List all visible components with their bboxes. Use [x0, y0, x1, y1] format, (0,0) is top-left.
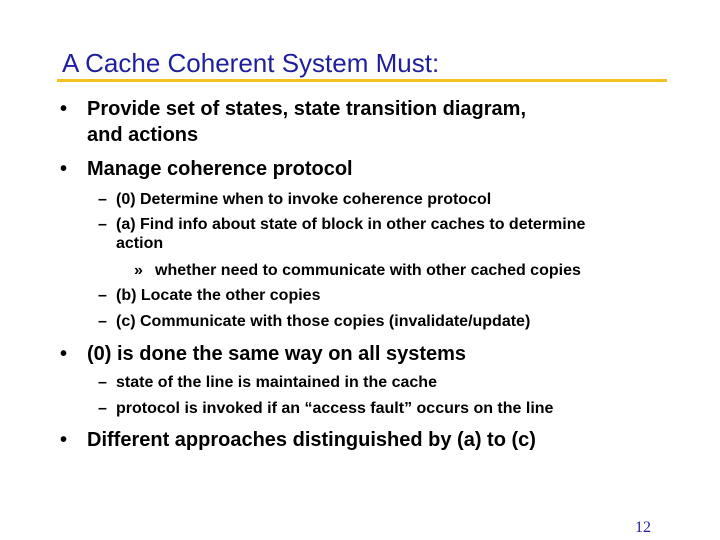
- bullet-1-line-2: and actions: [87, 124, 199, 146]
- bullet-marker: •: [60, 343, 68, 365]
- dash-marker: –: [98, 400, 107, 417]
- sub-item-protocol: protocol is invoked if an “access fault” occurs on the line: [116, 400, 554, 417]
- dash-marker: –: [98, 313, 107, 330]
- bullet-marker: •: [60, 158, 68, 180]
- bullet-2: Manage coherence protocol: [87, 158, 353, 180]
- sub-sub-item-a: whether need to communicate with other cached copies: [155, 262, 581, 279]
- sub-item-state: state of the line is maintained in the cache: [116, 374, 437, 391]
- bullet-1-line-1: Provide set of states, state transition diagram,: [87, 98, 527, 120]
- guillemet-marker: »: [134, 262, 143, 279]
- dash-marker: –: [98, 374, 107, 391]
- dash-marker: –: [98, 287, 107, 304]
- sub-item-b: (b) Locate the other copies: [116, 287, 321, 304]
- bullet-marker: •: [60, 98, 68, 120]
- bullet-4: Different approaches distinguished by (a) to (c): [87, 429, 536, 451]
- sub-item-a-line-1: (a) Find info about state of block in other caches to determine: [116, 216, 586, 233]
- slide-title: A Cache Coherent System Must:: [62, 48, 440, 78]
- sub-item-0: (0) Determine when to invoke coherence protocol: [116, 191, 492, 208]
- dash-marker: –: [98, 216, 107, 233]
- title-underline: [57, 79, 667, 82]
- page-number: 12: [635, 519, 651, 536]
- dash-marker: –: [98, 191, 107, 208]
- sub-item-c: (c) Communicate with those copies (invalidate/update): [116, 313, 531, 330]
- sub-item-a-line-2: action: [116, 235, 164, 252]
- bullet-3: (0) is done the same way on all systems: [87, 343, 467, 365]
- bullet-marker: •: [60, 429, 68, 451]
